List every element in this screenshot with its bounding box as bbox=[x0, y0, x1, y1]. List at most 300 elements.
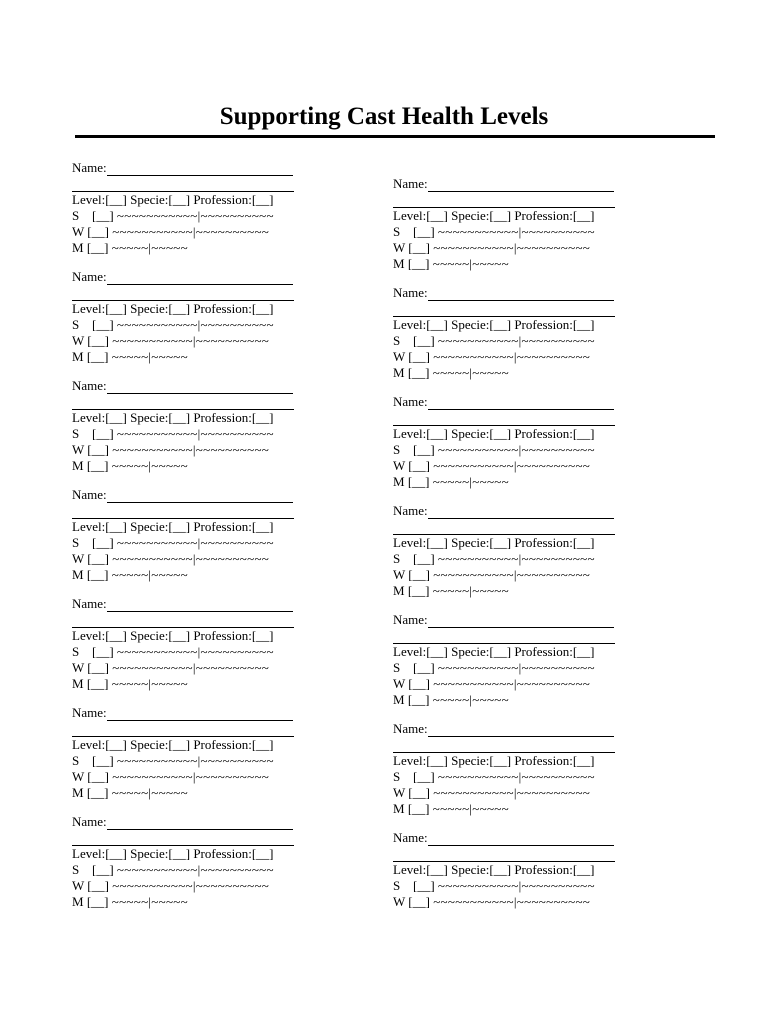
s-box[interactable]: [__] bbox=[413, 660, 435, 675]
attributes-row bbox=[72, 628, 274, 644]
name-label: Name: bbox=[393, 176, 428, 191]
profession-box[interactable]: [__] bbox=[251, 519, 274, 534]
m-label: M bbox=[393, 256, 405, 271]
m-label: M bbox=[393, 583, 405, 598]
m-track: ~~~~~|~~~~~ bbox=[432, 583, 509, 598]
w-track: ~~~~~~~~~~~|~~~~~~~~~~ bbox=[112, 878, 270, 893]
w-label: W bbox=[393, 676, 406, 691]
specie-box[interactable]: [__] bbox=[168, 628, 191, 643]
w-label: W bbox=[72, 551, 85, 566]
w-box[interactable]: [__] bbox=[408, 676, 430, 691]
w-box[interactable]: [__] bbox=[87, 333, 109, 348]
m-box[interactable]: [__] bbox=[86, 458, 109, 473]
profession-box[interactable]: [__] bbox=[251, 737, 274, 752]
name-continuation-row bbox=[72, 503, 294, 519]
level-box[interactable]: [__] bbox=[105, 846, 127, 861]
m-row bbox=[72, 567, 188, 583]
w-row bbox=[72, 660, 269, 676]
s-box[interactable]: [__] bbox=[92, 862, 114, 877]
m-box[interactable]: [__] bbox=[407, 801, 430, 816]
level-label: Level: bbox=[72, 628, 106, 643]
s-box[interactable]: [__] bbox=[92, 426, 114, 441]
s-track: ~~~~~~~~~~~|~~~~~~~~~~ bbox=[437, 660, 595, 675]
specie-label: Specie: bbox=[451, 208, 490, 223]
s-box[interactable]: [__] bbox=[92, 317, 114, 332]
profession-label: Profession: bbox=[514, 208, 573, 223]
character-entry bbox=[72, 596, 372, 705]
s-row bbox=[393, 442, 595, 458]
w-box[interactable]: [__] bbox=[408, 785, 430, 800]
s-row bbox=[393, 224, 595, 240]
name-row bbox=[393, 612, 614, 628]
character-entry bbox=[393, 503, 693, 612]
m-box[interactable]: [__] bbox=[407, 692, 430, 707]
name-continuation-row bbox=[72, 394, 294, 410]
w-track: ~~~~~~~~~~~|~~~~~~~~~~ bbox=[433, 458, 591, 473]
m-track: ~~~~~|~~~~~ bbox=[111, 567, 188, 582]
name-field[interactable] bbox=[107, 817, 293, 830]
m-row bbox=[72, 676, 188, 692]
level-box[interactable]: [__] bbox=[105, 410, 127, 425]
title-rule bbox=[75, 135, 715, 138]
m-label: M bbox=[72, 240, 84, 255]
specie-box[interactable]: [__] bbox=[168, 737, 191, 752]
name-field-continued[interactable] bbox=[72, 615, 294, 628]
profession-label: Profession: bbox=[193, 846, 252, 861]
profession-box[interactable]: [__] bbox=[251, 628, 274, 643]
attributes-row bbox=[393, 317, 595, 333]
name-continuation-row bbox=[72, 830, 294, 846]
specie-box[interactable]: [__] bbox=[489, 535, 512, 550]
profession-box[interactable]: [__] bbox=[572, 426, 595, 441]
s-box[interactable]: [__] bbox=[92, 208, 114, 223]
character-entry bbox=[72, 160, 372, 269]
attributes-row bbox=[393, 208, 595, 224]
specie-box[interactable]: [__] bbox=[168, 846, 191, 861]
s-track: ~~~~~~~~~~~|~~~~~~~~~~ bbox=[437, 224, 595, 239]
w-label: W bbox=[393, 240, 406, 255]
name-label: Name: bbox=[393, 503, 428, 518]
w-box[interactable]: [__] bbox=[87, 224, 109, 239]
s-label: S bbox=[393, 769, 401, 784]
w-box[interactable]: [__] bbox=[87, 551, 109, 566]
profession-box[interactable]: [__] bbox=[251, 301, 274, 316]
w-track: ~~~~~~~~~~~|~~~~~~~~~~ bbox=[433, 240, 591, 255]
m-label: M bbox=[393, 474, 405, 489]
name-field-continued[interactable] bbox=[72, 724, 294, 737]
s-track: ~~~~~~~~~~~|~~~~~~~~~~ bbox=[116, 317, 274, 332]
name-field[interactable] bbox=[428, 724, 614, 737]
level-box[interactable]: [__] bbox=[426, 644, 448, 659]
name-field-continued[interactable] bbox=[393, 849, 615, 862]
specie-box[interactable]: [__] bbox=[168, 192, 191, 207]
name-label: Name: bbox=[393, 830, 428, 845]
profession-box[interactable]: [__] bbox=[572, 753, 595, 768]
name-label: Name: bbox=[393, 394, 428, 409]
specie-box[interactable]: [__] bbox=[489, 644, 512, 659]
level-box[interactable]: [__] bbox=[105, 628, 127, 643]
s-box[interactable]: [__] bbox=[92, 753, 114, 768]
specie-label: Specie: bbox=[451, 535, 490, 550]
m-row bbox=[393, 256, 509, 272]
name-continuation-row bbox=[393, 192, 615, 208]
m-row bbox=[393, 474, 509, 490]
name-field[interactable] bbox=[107, 272, 293, 285]
s-track: ~~~~~~~~~~~|~~~~~~~~~~ bbox=[437, 878, 595, 893]
m-box[interactable]: [__] bbox=[86, 785, 109, 800]
s-track: ~~~~~~~~~~~|~~~~~~~~~~ bbox=[437, 551, 595, 566]
profession-box[interactable]: [__] bbox=[572, 862, 595, 877]
name-field[interactable] bbox=[107, 599, 293, 612]
specie-label: Specie: bbox=[451, 753, 490, 768]
specie-box[interactable]: [__] bbox=[489, 862, 512, 877]
name-continuation-row bbox=[393, 846, 615, 862]
w-track: ~~~~~~~~~~~|~~~~~~~~~~ bbox=[112, 660, 270, 675]
s-box[interactable]: [__] bbox=[413, 551, 435, 566]
s-row bbox=[72, 644, 274, 660]
profession-box[interactable]: [__] bbox=[251, 410, 274, 425]
name-continuation-row bbox=[72, 285, 294, 301]
specie-box[interactable]: [__] bbox=[489, 753, 512, 768]
w-box[interactable]: [__] bbox=[408, 349, 430, 364]
s-box[interactable]: [__] bbox=[92, 644, 114, 659]
name-field[interactable] bbox=[428, 288, 614, 301]
character-entry bbox=[72, 814, 372, 923]
m-box[interactable]: [__] bbox=[86, 349, 109, 364]
specie-label: Specie: bbox=[130, 410, 169, 425]
specie-label: Specie: bbox=[451, 317, 490, 332]
name-field[interactable] bbox=[428, 833, 614, 846]
name-row bbox=[72, 378, 293, 394]
specie-box[interactable]: [__] bbox=[489, 426, 512, 441]
name-row bbox=[72, 596, 293, 612]
level-label: Level: bbox=[72, 301, 106, 316]
s-label: S bbox=[72, 535, 80, 550]
m-box[interactable]: [__] bbox=[86, 567, 109, 582]
w-box[interactable]: [__] bbox=[87, 769, 109, 784]
profession-box[interactable]: [__] bbox=[572, 535, 595, 550]
m-label: M bbox=[72, 676, 84, 691]
attributes-row bbox=[72, 846, 274, 862]
s-track: ~~~~~~~~~~~|~~~~~~~~~~ bbox=[116, 426, 274, 441]
character-entry bbox=[393, 830, 693, 939]
name-row bbox=[72, 705, 293, 721]
m-row bbox=[72, 785, 188, 801]
level-box[interactable]: [__] bbox=[426, 535, 448, 550]
character-entry bbox=[72, 269, 372, 378]
s-label: S bbox=[72, 753, 80, 768]
level-label: Level: bbox=[393, 753, 427, 768]
s-track: ~~~~~~~~~~~|~~~~~~~~~~ bbox=[116, 208, 274, 223]
attributes-row bbox=[72, 301, 274, 317]
s-label: S bbox=[393, 333, 401, 348]
character-entry bbox=[393, 176, 693, 285]
s-label: S bbox=[393, 224, 401, 239]
m-row bbox=[72, 240, 188, 256]
s-label: S bbox=[72, 644, 80, 659]
s-track: ~~~~~~~~~~~|~~~~~~~~~~ bbox=[437, 769, 595, 784]
profession-label: Profession: bbox=[193, 301, 252, 316]
level-box[interactable]: [__] bbox=[105, 301, 127, 316]
w-row bbox=[72, 551, 269, 567]
name-continuation-row bbox=[72, 612, 294, 628]
attributes-row bbox=[393, 426, 595, 442]
attributes-row bbox=[72, 519, 274, 535]
m-track: ~~~~~|~~~~~ bbox=[432, 692, 509, 707]
specie-box[interactable]: [__] bbox=[489, 208, 512, 223]
level-box[interactable]: [__] bbox=[426, 426, 448, 441]
name-field[interactable] bbox=[428, 506, 614, 519]
profession-box[interactable]: [__] bbox=[572, 644, 595, 659]
m-label: M bbox=[393, 801, 405, 816]
attributes-row bbox=[72, 410, 274, 426]
s-row bbox=[393, 769, 595, 785]
s-track: ~~~~~~~~~~~|~~~~~~~~~~ bbox=[116, 753, 274, 768]
m-row bbox=[393, 365, 509, 381]
character-entry bbox=[72, 378, 372, 487]
level-label: Level: bbox=[393, 317, 427, 332]
m-box[interactable]: [__] bbox=[407, 583, 430, 598]
left-column bbox=[72, 160, 372, 923]
level-box[interactable]: [__] bbox=[105, 192, 127, 207]
name-field-continued[interactable] bbox=[393, 522, 615, 535]
m-box[interactable]: [__] bbox=[86, 676, 109, 691]
s-row bbox=[72, 535, 274, 551]
attributes-row bbox=[393, 535, 595, 551]
m-row bbox=[393, 692, 509, 708]
m-track: ~~~~~|~~~~~ bbox=[111, 894, 188, 909]
m-box[interactable]: [__] bbox=[86, 240, 109, 255]
s-label: S bbox=[72, 317, 80, 332]
level-label: Level: bbox=[72, 737, 106, 752]
w-row bbox=[393, 676, 590, 692]
w-box[interactable]: [__] bbox=[408, 240, 430, 255]
s-row bbox=[393, 333, 595, 349]
w-row bbox=[393, 349, 590, 365]
w-box[interactable]: [__] bbox=[87, 442, 109, 457]
m-row bbox=[393, 801, 509, 817]
name-continuation-row bbox=[72, 721, 294, 737]
specie-label: Specie: bbox=[130, 737, 169, 752]
name-field[interactable] bbox=[107, 381, 293, 394]
s-row bbox=[72, 317, 274, 333]
profession-label: Profession: bbox=[514, 426, 573, 441]
character-entry bbox=[393, 612, 693, 721]
w-label: W bbox=[393, 458, 406, 473]
name-field-continued[interactable] bbox=[393, 304, 615, 317]
name-field-continued[interactable] bbox=[72, 179, 294, 192]
name-label: Name: bbox=[393, 721, 428, 736]
w-label: W bbox=[393, 894, 406, 909]
character-entry bbox=[72, 487, 372, 596]
name-field-continued[interactable] bbox=[72, 506, 294, 519]
w-row bbox=[393, 894, 590, 910]
specie-label: Specie: bbox=[130, 846, 169, 861]
w-label: W bbox=[72, 769, 85, 784]
name-continuation-row bbox=[393, 519, 615, 535]
w-label: W bbox=[393, 785, 406, 800]
name-field[interactable] bbox=[428, 615, 614, 628]
level-box[interactable]: [__] bbox=[426, 208, 448, 223]
s-label: S bbox=[393, 442, 401, 457]
name-label: Name: bbox=[72, 705, 107, 720]
name-label: Name: bbox=[72, 596, 107, 611]
profession-box[interactable]: [__] bbox=[251, 846, 274, 861]
level-box[interactable]: [__] bbox=[105, 519, 127, 534]
level-label: Level: bbox=[72, 846, 106, 861]
w-box[interactable]: [__] bbox=[408, 567, 430, 582]
name-continuation-row bbox=[72, 176, 294, 192]
name-label: Name: bbox=[393, 612, 428, 627]
name-field[interactable] bbox=[107, 163, 293, 176]
s-label: S bbox=[72, 208, 80, 223]
m-box[interactable]: [__] bbox=[407, 474, 430, 489]
s-row bbox=[72, 208, 274, 224]
w-row bbox=[393, 567, 590, 583]
s-box[interactable]: [__] bbox=[92, 535, 114, 550]
attributes-row bbox=[393, 862, 595, 878]
name-field-continued[interactable] bbox=[393, 740, 615, 753]
name-row bbox=[72, 814, 293, 830]
s-box[interactable]: [__] bbox=[413, 442, 435, 457]
m-track: ~~~~~|~~~~~ bbox=[111, 676, 188, 691]
level-box[interactable]: [__] bbox=[105, 737, 127, 752]
s-track: ~~~~~~~~~~~|~~~~~~~~~~ bbox=[116, 644, 274, 659]
w-track: ~~~~~~~~~~~|~~~~~~~~~~ bbox=[433, 894, 591, 909]
level-label: Level: bbox=[393, 208, 427, 223]
s-box[interactable]: [__] bbox=[413, 878, 435, 893]
page-title: Supporting Cast Health Levels bbox=[219, 103, 549, 130]
specie-label: Specie: bbox=[451, 862, 490, 877]
w-row bbox=[393, 785, 590, 801]
specie-box[interactable]: [__] bbox=[489, 317, 512, 332]
s-box[interactable]: [__] bbox=[413, 769, 435, 784]
profession-label: Profession: bbox=[193, 192, 252, 207]
name-field-continued[interactable] bbox=[72, 833, 294, 846]
s-track: ~~~~~~~~~~~|~~~~~~~~~~ bbox=[437, 442, 595, 457]
s-label: S bbox=[393, 551, 401, 566]
s-label: S bbox=[393, 878, 401, 893]
specie-label: Specie: bbox=[451, 426, 490, 441]
name-row bbox=[393, 394, 614, 410]
w-box[interactable]: [__] bbox=[87, 660, 109, 675]
w-track: ~~~~~~~~~~~|~~~~~~~~~~ bbox=[112, 769, 270, 784]
name-row bbox=[72, 487, 293, 503]
character-entry bbox=[393, 394, 693, 503]
m-box[interactable]: [__] bbox=[407, 365, 430, 380]
s-row bbox=[393, 551, 595, 567]
w-label: W bbox=[72, 660, 85, 675]
name-field[interactable] bbox=[107, 708, 293, 721]
profession-label: Profession: bbox=[514, 644, 573, 659]
m-track: ~~~~~|~~~~~ bbox=[432, 801, 509, 816]
profession-label: Profession: bbox=[514, 535, 573, 550]
s-row bbox=[72, 862, 274, 878]
level-box[interactable]: [__] bbox=[426, 753, 448, 768]
m-box[interactable]: [__] bbox=[407, 256, 430, 271]
right-column bbox=[393, 176, 693, 939]
m-row bbox=[72, 349, 188, 365]
name-row bbox=[393, 176, 614, 192]
name-field-continued[interactable] bbox=[72, 397, 294, 410]
s-track: ~~~~~~~~~~~|~~~~~~~~~~ bbox=[116, 862, 274, 877]
w-label: W bbox=[393, 349, 406, 364]
name-continuation-row bbox=[393, 737, 615, 753]
w-track: ~~~~~~~~~~~|~~~~~~~~~~ bbox=[112, 551, 270, 566]
m-label: M bbox=[72, 458, 84, 473]
profession-label: Profession: bbox=[193, 628, 252, 643]
profession-label: Profession: bbox=[514, 753, 573, 768]
specie-box[interactable]: [__] bbox=[168, 410, 191, 425]
w-track: ~~~~~~~~~~~|~~~~~~~~~~ bbox=[433, 349, 591, 364]
w-label: W bbox=[72, 442, 85, 457]
name-field-continued[interactable] bbox=[72, 288, 294, 301]
specie-box[interactable]: [__] bbox=[168, 519, 191, 534]
w-label: W bbox=[393, 567, 406, 582]
profession-label: Profession: bbox=[193, 737, 252, 752]
m-box[interactable]: [__] bbox=[86, 894, 109, 909]
w-row bbox=[72, 442, 269, 458]
m-row bbox=[72, 894, 188, 910]
s-row bbox=[393, 878, 595, 894]
profession-box[interactable]: [__] bbox=[572, 208, 595, 223]
profession-box[interactable]: [__] bbox=[572, 317, 595, 332]
name-label: Name: bbox=[72, 160, 107, 175]
name-field-continued[interactable] bbox=[393, 631, 615, 644]
m-row bbox=[393, 583, 509, 599]
level-box[interactable]: [__] bbox=[426, 317, 448, 332]
name-continuation-row bbox=[393, 410, 615, 426]
character-entry bbox=[393, 721, 693, 830]
attributes-row bbox=[393, 644, 595, 660]
name-continuation-row bbox=[393, 301, 615, 317]
w-box[interactable]: [__] bbox=[408, 894, 430, 909]
name-field-continued[interactable] bbox=[393, 413, 615, 426]
name-row bbox=[393, 285, 614, 301]
w-row bbox=[72, 224, 269, 240]
s-row bbox=[72, 426, 274, 442]
name-field[interactable] bbox=[107, 490, 293, 503]
m-track: ~~~~~|~~~~~ bbox=[432, 365, 509, 380]
level-label: Level: bbox=[393, 426, 427, 441]
name-row bbox=[393, 503, 614, 519]
level-label: Level: bbox=[72, 519, 106, 534]
s-box[interactable]: [__] bbox=[413, 224, 435, 239]
specie-box[interactable]: [__] bbox=[168, 301, 191, 316]
name-field[interactable] bbox=[428, 179, 614, 192]
w-box[interactable]: [__] bbox=[408, 458, 430, 473]
name-field[interactable] bbox=[428, 397, 614, 410]
m-track: ~~~~~|~~~~~ bbox=[111, 785, 188, 800]
s-box[interactable]: [__] bbox=[413, 333, 435, 348]
name-row bbox=[72, 269, 293, 285]
w-track: ~~~~~~~~~~~|~~~~~~~~~~ bbox=[112, 224, 270, 239]
w-box[interactable]: [__] bbox=[87, 878, 109, 893]
name-continuation-row bbox=[393, 628, 615, 644]
w-row bbox=[72, 769, 269, 785]
profession-box[interactable]: [__] bbox=[251, 192, 274, 207]
w-track: ~~~~~~~~~~~|~~~~~~~~~~ bbox=[433, 785, 591, 800]
name-label: Name: bbox=[72, 378, 107, 393]
s-label: S bbox=[393, 660, 401, 675]
w-track: ~~~~~~~~~~~|~~~~~~~~~~ bbox=[112, 442, 270, 457]
name-field-continued[interactable] bbox=[393, 195, 615, 208]
profession-label: Profession: bbox=[193, 519, 252, 534]
character-entry bbox=[393, 285, 693, 394]
profession-label: Profession: bbox=[514, 862, 573, 877]
w-label: W bbox=[72, 224, 85, 239]
level-box[interactable]: [__] bbox=[426, 862, 448, 877]
